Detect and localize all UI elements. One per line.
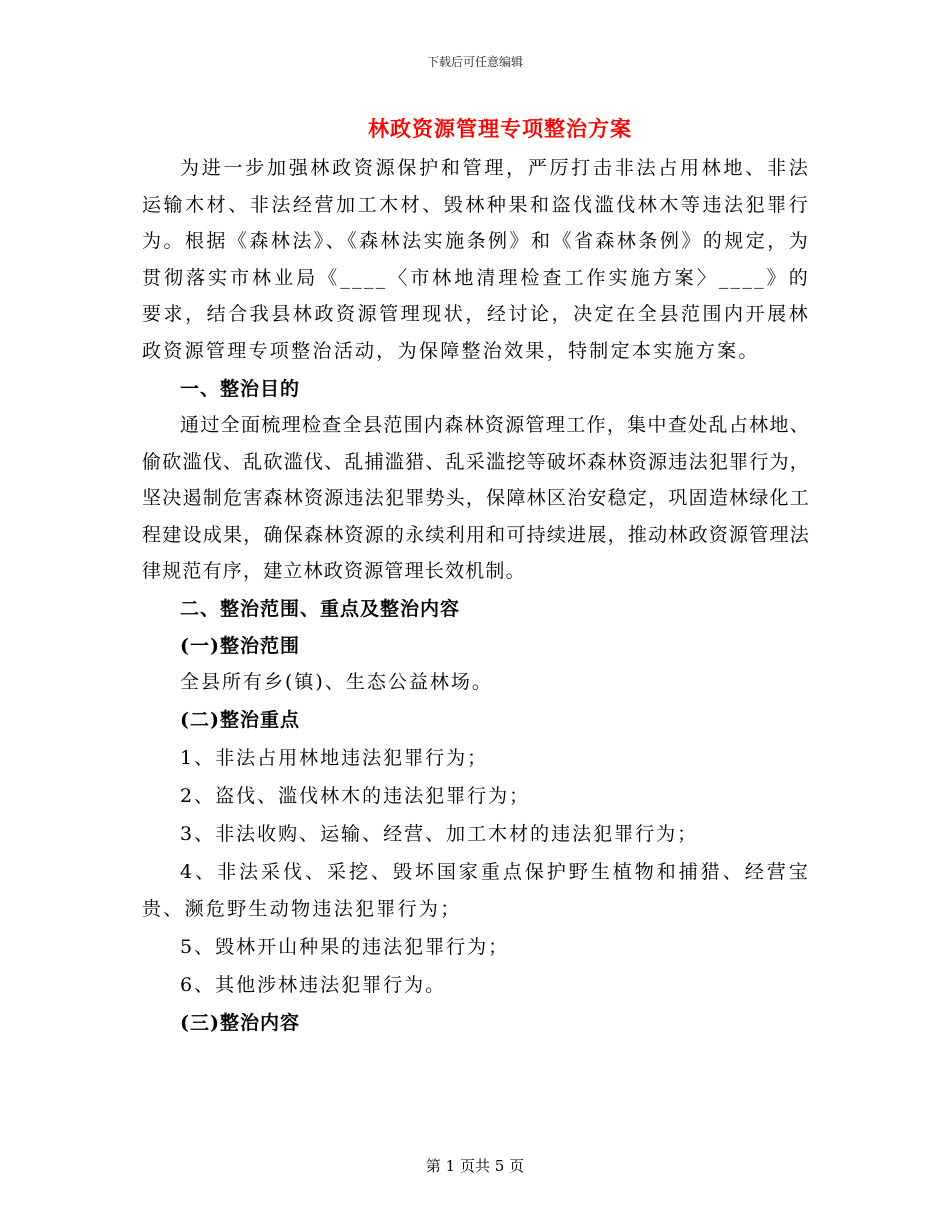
subsection-heading-range: (一)整治范围 xyxy=(180,634,300,657)
subsection-heading-focus: (二)整治重点 xyxy=(180,709,300,731)
section-heading-scope: 二、整治范围、重点及整治内容 xyxy=(180,598,461,620)
subsection-heading-content: (三)整治内容 xyxy=(180,1011,300,1034)
page-number: 第 1 页共 5 页 xyxy=(425,1157,525,1175)
intro-paragraph: 为进一步加强林政资源保护和管理，严厉打击非法占用林地、非法运输木材、非法经营加工木材、毁林种果和盗伐滥伐林木等违法犯罪行为。根据《森林法》、《森林法实施条例》和《省森林条例》的规定，为贯彻落实市林业局《____〈市林地清理检查工作实施方案〉____》的要求，结合我县林政资源管理现状，经讨论，决定在全县范围内开展林政资源管理专项整治活动，为保障整治效果，特制定本实施方案。 xyxy=(142,157,810,362)
list-item: 4、非法采伐、采挖、毁坏国家重点保护野生植物和捕猎、经营宝贵、濒危野生动物违法犯罪行为； xyxy=(142,861,810,920)
list-item: 6、其他涉林违法犯罪行为。 xyxy=(180,973,447,996)
section-heading-purpose: 一、整治目的 xyxy=(180,377,301,400)
list-item: 5、毁林开山种果的违法犯罪行为； xyxy=(180,935,510,958)
document-body xyxy=(142,150,810,1041)
document-title: 林政资源管理专项整治方案 xyxy=(368,116,632,141)
header-note: 下载后可任意编辑 xyxy=(426,55,523,69)
purpose-paragraph: 通过全面梳理检查全县范围内森林资源管理工作，集中查处乱占林地、偷砍滥伐、乱砍滥伐、乱捕滥猎、乱采滥挖等破坏森林资源违法犯罪行为，坚决遏制危害森林资源违法犯罪势头，保障林区治安稳定，巩固造林绿化工程建设成果，确保森林资源的永续利用和可持续进展，推动林政资源管理法律规范有序，建立林政资源管理长效机制。 xyxy=(142,414,810,582)
range-paragraph: 全县所有乡(镇)、生态公益林场。 xyxy=(180,671,493,693)
list-item: 1、非法占用林地违法犯罪行为； xyxy=(180,747,489,769)
list-item: 2、盗伐、滥伐林木的违法犯罪行为； xyxy=(180,785,531,807)
list-item: 3、非法收购、运输、经营、加工木材的违法犯罪行为； xyxy=(180,823,699,845)
